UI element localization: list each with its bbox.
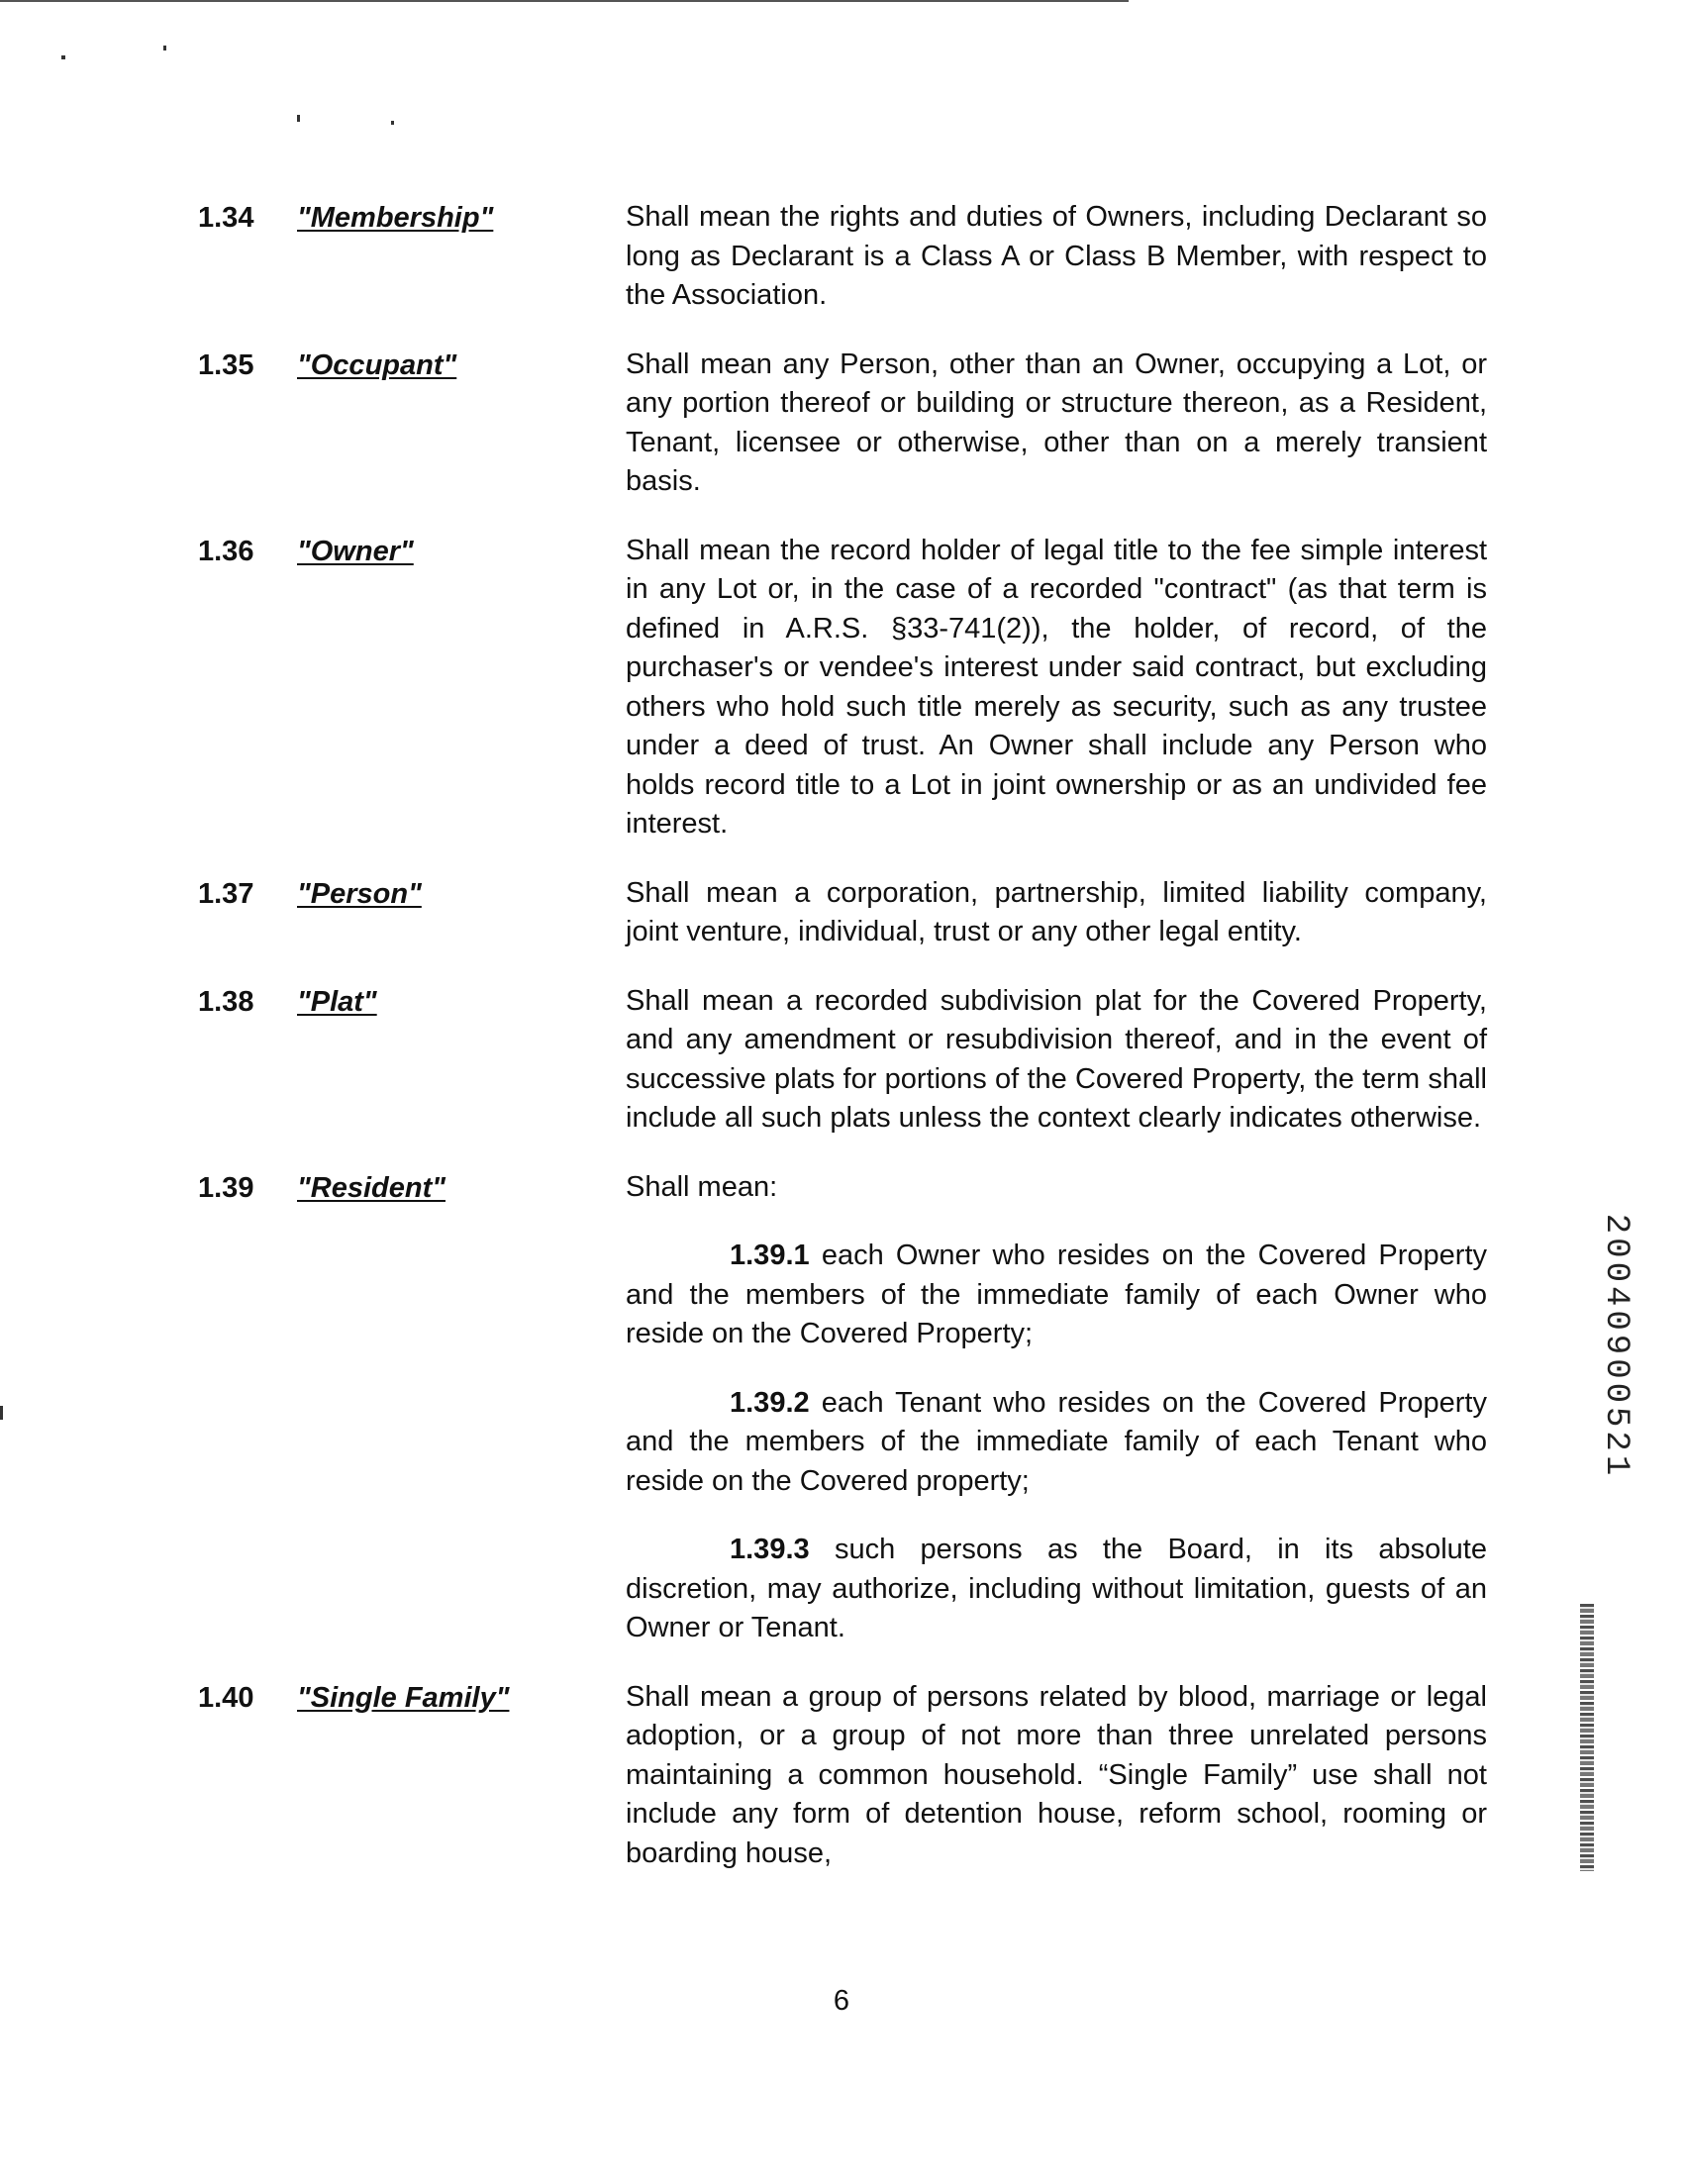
scan-speck (61, 55, 65, 59)
definition-body (626, 198, 1487, 316)
subsection-1-39-2 (626, 1384, 1487, 1502)
definition-number: 1.34 (198, 202, 254, 234)
definition-1-35 (198, 346, 1487, 502)
subsection-text: each Tenant who resides on the Covered Property and the members of the immediate family of each Tenant who reside on the Covered property; (626, 1386, 1487, 1497)
definition-term: "Resident" (297, 1171, 446, 1204)
definition-1-39 (198, 1168, 1487, 1648)
subsection-1-39-3 (626, 1531, 1487, 1648)
scan-speck (163, 46, 166, 50)
scan-top-edge (0, 0, 1129, 2)
scan-barcode-strip (1580, 1604, 1594, 1871)
scan-speck (391, 121, 394, 125)
definition-number: 1.36 (198, 535, 254, 567)
definition-number: 1.40 (198, 1681, 254, 1714)
definition-1-34 (198, 198, 1487, 316)
definition-term: "Occupant" (297, 348, 457, 381)
definition-term: "Single Family" (297, 1681, 510, 1714)
definition-body (626, 1168, 1487, 1648)
definition-term: "Membership" (297, 202, 494, 234)
definition-number: 1.38 (198, 985, 254, 1018)
definition-number: 1.39 (198, 1171, 254, 1204)
subsection-number: 1.39.1 (730, 1240, 810, 1271)
scan-speck (0, 1406, 3, 1420)
scan-speck (297, 115, 300, 122)
subsection-number: 1.39.2 (730, 1386, 810, 1419)
definition-number: 1.35 (198, 348, 254, 381)
definition-body (626, 874, 1487, 952)
definition-term: "Person" (297, 877, 422, 910)
definition-term: "Plat" (297, 985, 377, 1018)
definition-text: Shall mean the rights and duties of Owners, including Declarant so long as Declarant is a Class A or Class B Member, with respect to the Association. (626, 201, 1487, 311)
definition-1-38 (198, 982, 1487, 1139)
definition-text: Shall mean a group of persons related by blood, marriage or legal adoption, or a group of not more than three unrelated persons maintaining a common household. “Single Family” use shall not include any form of detention house, reform school, rooming or boarding house, (626, 1680, 1487, 1869)
definition-text: Shall mean a corporation, partnership, limited liability company, joint venture, individual, trust or any other legal entity. (626, 876, 1487, 947)
definition-text: Shall mean a recorded subdivision plat for the Covered Property, and any amendment or resubdivision thereof, and in the event of successive plats for portions of the Covered Property, the term shall include all such plats unless the context clearly indicates otherwise. (626, 984, 1487, 1134)
definition-body (626, 532, 1487, 844)
definition-1-37 (198, 874, 1487, 952)
recording-number-stamp (1596, 1198, 1635, 1495)
definition-text: Shall mean: (626, 1170, 778, 1203)
definition-body (626, 346, 1487, 502)
definition-body (626, 982, 1487, 1139)
subsection-number: 1.39.3 (730, 1534, 810, 1565)
definitions-list (198, 198, 1487, 1903)
definition-1-40 (198, 1678, 1487, 1874)
subsection-text: each Owner who resides on the Covered Property and the members of the immediate family of each Owner who reside on the Covered Property; (626, 1240, 1487, 1349)
definition-body (626, 1678, 1487, 1874)
definition-number: 1.37 (198, 877, 254, 910)
definition-1-36 (198, 532, 1487, 844)
subsection-1-39-1 (626, 1237, 1487, 1354)
definition-text: Shall mean the record holder of legal title to the fee simple interest in any Lot or, in the case of a recorded "contract" (as that term is defined in A.R.S. §33-741(2)), the holder, of record, of the purchaser's or vendee's interest under said contract, but excluding others who hold such title merely as security, such as any trustee under a deed of trust. An Owner shall include any Person who holds record title to a Lot in joint ownership or as an undivided fee interest. (626, 534, 1487, 840)
definition-text: Shall mean any Person, other than an Owner, occupying a Lot, or any portion thereof or building or structure thereon, as a Resident, Tenant, licensee or otherwise, other than on a merely transient basis. (626, 347, 1487, 497)
page-number: 6 (833, 1985, 850, 2017)
definition-term: "Owner" (297, 535, 414, 567)
subsection-text: such persons as the Board, in its absolute discretion, may authorize, including without limitation, guests of an Owner or Tenant. (626, 1534, 1487, 1643)
recording-number-text: 20040900521 (1597, 1213, 1635, 1480)
